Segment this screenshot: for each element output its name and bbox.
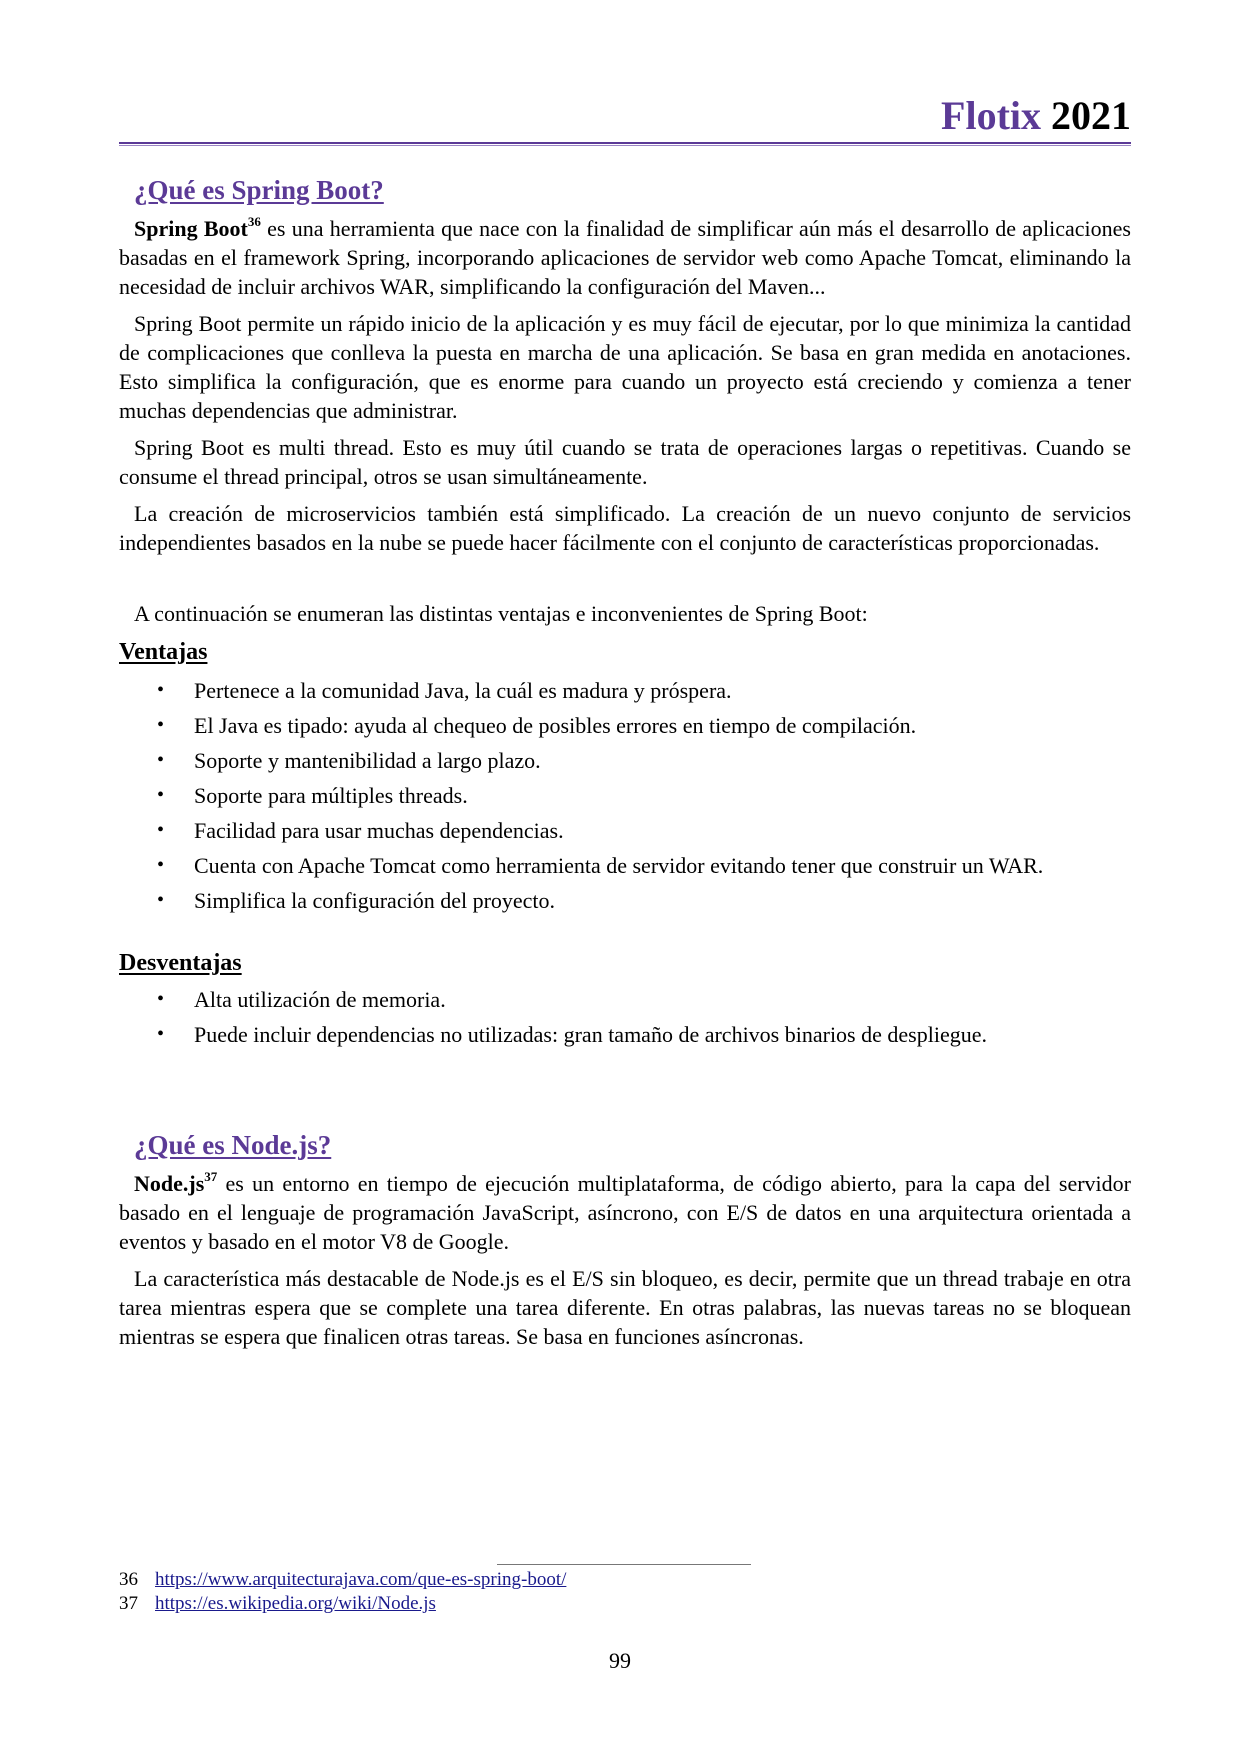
list-item xyxy=(119,985,1131,1014)
paragraph-text: es una herramienta que nace con la finalidad de simplificar aún más el desarrollo de aplicaciones basadas en el framework Spring, incorporando aplicaciones de servidor web como Apache Tomcat, eliminando la necesidad de incluir archivos WAR, simplificando la configuración del Maven... xyxy=(119,216,1131,299)
list-item-text: Soporte y mantenibilidad a largo plazo. xyxy=(194,748,541,773)
page-number: 99 xyxy=(609,1648,631,1673)
bullet-icon: • xyxy=(157,988,165,1010)
list-item-text: Puede incluir dependencias no utilizadas: gran tamaño de archivos binarios de despliegue. xyxy=(194,1022,987,1047)
list-item-text: Cuenta con Apache Tomcat como herramienta de servidor evitando tener que construir un WAR. xyxy=(194,853,1044,878)
footnote-separator xyxy=(497,1564,751,1565)
list-item-text: Pertenece a la comunidad Java, la cuál es madura y próspera. xyxy=(194,678,732,703)
intro-paragraph: A continuación se enumeran las distintas ventajas e inconvenientes de Spring Boot: xyxy=(134,601,868,626)
header-rule xyxy=(119,142,1131,144)
paragraph xyxy=(119,1169,1131,1256)
footnotes xyxy=(119,1568,566,1616)
list-item xyxy=(119,746,1131,775)
paragraph: Spring Boot permite un rápido inicio de la aplicación y es muy fácil de ejecutar, por lo que minimiza la cantidad de complicaciones que conlleva la puesta en marcha de una aplicación. Se basa en gran medida en anotaciones. Esto simplifica la configuración, que es enorme para cuando un proyecto está creciendo y comienza a tener muchas dependencias que administrar. xyxy=(119,311,1131,423)
footnote-number: 37 xyxy=(119,1593,138,1614)
term-spring-boot: Spring Boot xyxy=(134,216,248,241)
list-item-text: El Java es tipado: ayuda al chequeo de posibles errores en tiempo de compilación. xyxy=(194,713,917,738)
footnote-ref-37[interactable]: 37 xyxy=(204,1169,218,1184)
list-item xyxy=(119,711,1131,740)
paragraph xyxy=(119,214,1131,301)
term-nodejs: Node.js xyxy=(134,1171,205,1196)
footnote-37 xyxy=(119,1592,566,1616)
bullet-icon: • xyxy=(157,784,165,806)
bullet-icon: • xyxy=(157,854,165,876)
header-year: 2021 xyxy=(1051,93,1131,138)
header-rule-thin xyxy=(119,145,1131,146)
list-item xyxy=(119,816,1131,845)
section-title-spring-boot: ¿Qué es Spring Boot? xyxy=(134,175,384,205)
list-item xyxy=(119,886,1131,915)
footnote-link[interactable]: https://www.arquitecturajava.com/que-es-spring-boot/ xyxy=(155,1569,567,1590)
list-item xyxy=(119,1020,1131,1049)
footnote-number: 36 xyxy=(119,1569,138,1590)
pros-heading: Ventajas xyxy=(119,639,208,665)
bullet-icon: • xyxy=(157,749,165,771)
paragraph: La característica más destacable de Node.js es el E/S sin bloqueo, es decir, permite que un thread trabaje en otra tarea mientras espera que se complete una tarea diferente. En otras palabras, las nuevas tareas no se bloquean mientras se espera que finalicen otras tareas. Se basa en funciones asíncronas. xyxy=(119,1266,1131,1349)
footnote-link[interactable]: https://es.wikipedia.org/wiki/Node.js xyxy=(155,1593,436,1614)
running-header xyxy=(119,92,1131,140)
list-item xyxy=(119,851,1131,880)
paragraph-text: es un entorno en tiempo de ejecución multiplataforma, de código abierto, para la capa del servidor basado en el lenguaje de programación JavaScript, asíncrono, con E/S de datos en una arquitectura orientada a eventos y basado en el motor V8 de Google. xyxy=(119,1171,1131,1254)
footnote-ref-36[interactable]: 36 xyxy=(247,214,261,229)
cons-list xyxy=(119,985,1131,1049)
list-item xyxy=(119,676,1131,705)
pros-list xyxy=(119,676,1131,915)
page-content xyxy=(119,172,1131,1359)
paragraph: Spring Boot es multi thread. Esto es muy útil cuando se trata de operaciones largas o repetitivas. Cuando se consume el thread principal, otros se usan simultáneamente. xyxy=(119,435,1131,489)
cons-heading: Desventajas xyxy=(119,950,242,976)
bullet-icon: • xyxy=(157,1023,165,1045)
list-item-text: Alta utilización de memoria. xyxy=(194,987,446,1012)
section-title-nodejs: ¿Qué es Node.js? xyxy=(134,1130,332,1160)
bullet-icon: • xyxy=(157,714,165,736)
list-item-text: Facilidad para usar muchas dependencias. xyxy=(194,818,564,843)
list-item xyxy=(119,781,1131,810)
bullet-icon: • xyxy=(157,679,165,701)
footnote-36 xyxy=(119,1568,566,1592)
header-brand: Flotix xyxy=(941,93,1041,138)
bullet-icon: • xyxy=(157,819,165,841)
bullet-icon: • xyxy=(157,889,165,911)
list-item-text: Simplifica la configuración del proyecto. xyxy=(194,888,556,913)
list-item-text: Soporte para múltiples threads. xyxy=(194,783,468,808)
paragraph: La creación de microservicios también está simplificado. La creación de un nuevo conjunto de servicios independientes basados en la nube se puede hacer fácilmente con el conjunto de características proporcionadas. xyxy=(119,501,1131,555)
